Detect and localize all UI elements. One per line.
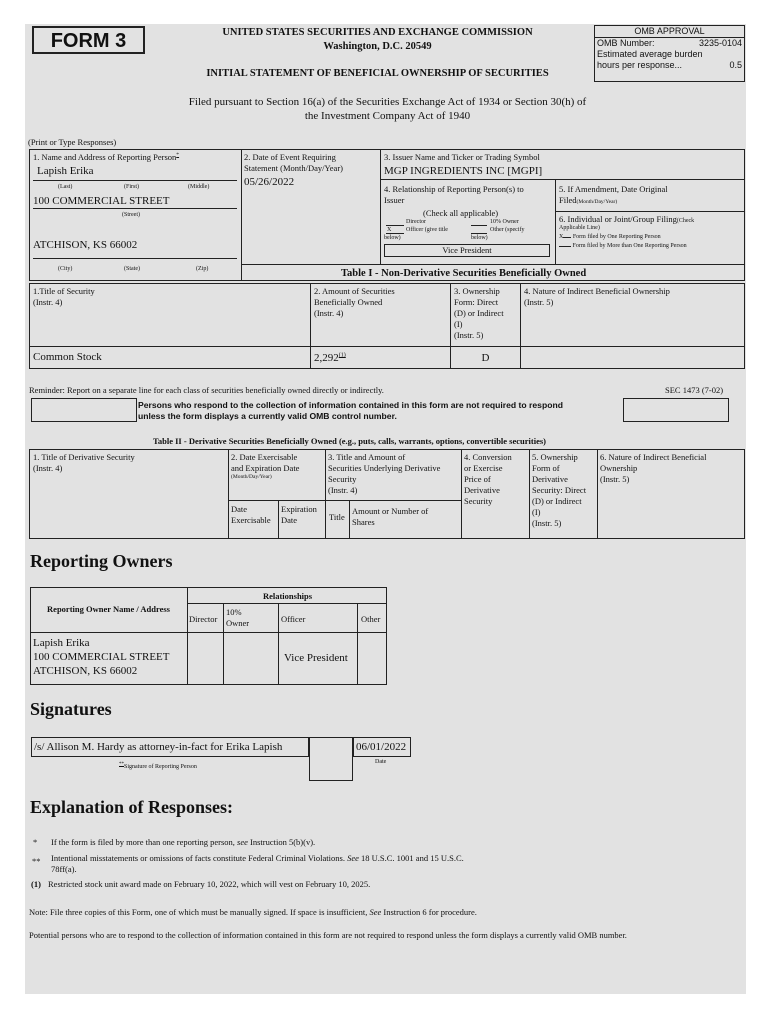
table2-h4-line-4: Derivative [464,485,500,495]
table2-de-line-1: Date [231,504,248,514]
table2-header-underlying [328,452,440,496]
explanation-item-1-text: If the form is filed by more than one reporting person, [51,837,238,847]
explanation-item-2-italic: See [347,853,359,863]
table2-h5-line-7: (Instr. 5) [532,518,562,528]
owner-name: Lapish Erika [33,637,90,649]
explanation-item-1 [51,837,315,848]
table1-h3-line-5: (Instr. 5) [454,330,484,340]
ten-pct-header-line-2: Owner [226,618,250,628]
zip-label: (Zip) [196,266,209,272]
omb-number-value: 3235-0104 [698,38,742,48]
relationships-header: Relationships [262,591,313,601]
amendment-filed: Filed [559,195,577,205]
owner-street: 100 COMMERCIAL STREET [33,651,170,663]
reporting-person-label-text: 1. Name and Address of Reporting Person [33,152,177,162]
form-title: INITIAL STATEMENT OF BENEFICIAL OWNERSHIP OF SECURITIES [206,68,549,79]
officer-mark[interactable]: X [387,227,392,233]
reporting-person-name: Lapish Erika [37,165,94,177]
filing-option-two-label: Form filed by More than One Reporting Person [572,243,687,249]
owner-city: ATCHISON, KS 66002 [33,665,138,677]
filed-pursuant-line-2: the Investment Company Act of 1940 [304,110,471,122]
omb-notice-right-box [623,398,729,422]
table2-title: Table II - Derivative Securities Beneficially Owned (e.g., puts, calls, warrants, options, convertible securities) [153,436,547,446]
signature-date-gap [309,737,353,781]
owner-officer-title: Vice President [284,652,348,664]
explanation-heading: Explanation of Responses: [30,797,234,817]
table2-underlying-amount [352,506,428,528]
table1-h4-line-2: (Instr. 5) [524,297,554,307]
amendment-label-2 [559,195,617,206]
omb-hours-label: hours per response... [597,60,683,70]
amendment-label-1: 5. If Amendment, Date Original [559,184,668,194]
table2-expiration-date [281,504,317,526]
omb-hours-value: 0.5 [729,60,742,70]
filing-option-one[interactable] [559,234,661,242]
director-header: Director [189,614,218,624]
table1-row-footnote: (1) [338,352,346,359]
last-label: (Last) [58,184,73,190]
signature-value: /s/ Allison M. Hardy as attorney-in-fact for Erika Lapish [34,741,283,753]
agency-location: Washington, D.C. 20549 [323,41,432,52]
table1-row-form: D [481,352,490,364]
filing-type-label-text: 6. Individual or Joint/Group Filing [559,214,677,224]
other-option: Other (specify [490,227,525,233]
table1-h3-line-4: (I) [454,319,463,329]
event-date-label-1: 2. Date of Event Requiring [244,152,336,162]
table1-h2-line-2: Beneficially Owned [314,297,383,307]
explanation-item-1-text2: Instruction 5(b)(v). [247,837,316,847]
reporting-person-label-mark: * [176,152,180,159]
table2-header-conversion [464,452,512,507]
omb-notice [138,400,563,422]
filed-pursuant-line-1: Filed pursuant to Section 16(a) of the Securities Exchange Act of 1934 or Section 30(h) of [188,96,587,108]
filing-option-two[interactable] [559,243,687,251]
table1-h3-line-1: 3. Ownership [454,286,500,296]
explanation-item-1-mark: * [33,837,38,847]
print-or-type-note: (Print or Type Responses) [28,137,117,147]
table1-h2-line-1: 2. Amount of Securities [314,286,395,296]
signature-label [119,761,197,772]
state-label: (State) [124,266,140,272]
table2-h2-line-1: 2. Date Exercisable [231,452,298,462]
other-header: Other [361,614,381,624]
table2-underlying-title: Title [329,512,345,522]
form-label: FORM 3 [32,26,145,54]
owner-address [33,636,170,678]
table2-amt-line-1: Amount or Number of [352,506,429,516]
table2-h5-line-3: Derivative [532,474,568,484]
table1-h2-line-3: (Instr. 4) [314,308,344,318]
reminder-text: Reminder: Report on a separate line for each class of securities beneficially owned directly or indirectly. [29,385,384,395]
table2-h6-line-1: 6. Nature of Indirect Beneficial [600,452,707,462]
amendment-date-format: (Month/Day/Year) [576,199,618,205]
table2-de-line-2: Exercisable [231,515,271,525]
explanation-item-2-text: Intentional misstatements or omissions of facts constitute Federal Criminal Violations. [51,853,348,863]
officer-option: Officer (give title [406,227,448,233]
table2-h2-date-format: (Month/Day/Year) [231,474,272,480]
table2-h5-line-5: (D) or Indirect [532,496,582,506]
reporting-owners-heading: Reporting Owners [30,551,173,571]
officer-header: Officer [281,614,306,624]
signature-label-text: Signature of Reporting Person [124,764,197,770]
issuer-value: MGP INGREDIENTS INC [MGPI] [384,165,543,177]
other-below: below) [471,235,488,241]
ten-pct-header [226,607,249,629]
table2-h5-line-2: Form of [532,463,560,473]
director-option: Director [406,219,426,225]
filing-type-label-2: Applicable Line) [559,225,600,231]
relationship-label-2: Issuer [384,195,405,205]
check-all-applicable: (Check all applicable) [423,208,499,218]
table2-ed-line-1: Expiration [281,504,317,514]
street-label: (Street) [122,212,140,218]
issuer-label: 3. Issuer Name and Ticker or Trading Symbol [384,152,540,162]
table2-date-exercisable [231,504,271,526]
owner-name-header: Reporting Owner Name / Address [47,604,170,614]
reporting-person-city: ATCHISON, KS 66002 [33,239,138,251]
omb-notice-left-box [31,398,137,422]
note-text-italic: See [369,907,382,917]
omb-title: OMB APPROVAL [595,26,744,38]
reporting-person-label [33,152,179,163]
table1-header-amount [314,286,395,319]
omb-notice-line-1: Persons who respond to the collection of information contained in this form are not required to respond [138,400,563,410]
ten-pct-header-line-1: 10% [226,607,242,617]
table1-header-nature [524,286,670,308]
reporting-person-street: 100 COMMERCIAL STREET [33,195,170,207]
form-page [25,24,746,994]
table2-h4-line-5: Security [464,496,493,506]
table1-header-title [33,286,95,308]
table2-h5-line-1: 5. Ownership [532,452,578,462]
table2-header-ownership [532,452,586,529]
explanation-item-3-text: Restricted stock unit award made on February 10, 2022, which will vest on February 10, 2025. [48,879,371,889]
table2-ed-line-2: Date [281,515,298,525]
filing-type-check: (Check [676,218,695,224]
table1-row-amount [314,351,346,365]
note-text [29,907,477,918]
sec-code: SEC 1473 (7-02) [665,385,724,395]
potential-persons-text: Potential persons who are to respond to the collection of information contained in this form are not required to respond unless the form displays a currently valid OMB number. [29,930,627,940]
omb-number-label: OMB Number: [597,38,655,48]
note-text-b: Instruction 6 for procedure. [381,907,477,917]
table2-h3-line-1: 3. Title and Amount of [328,452,406,462]
table2-h3-line-3: Security [328,474,357,484]
table1-h3-line-3: (D) or Indirect [454,308,504,318]
table2-h6-line-2: Ownership [600,463,638,473]
table1-row-title: Common Stock [33,351,102,363]
middle-label: (Middle) [188,184,210,190]
explanation-item-3-mark: (1) [31,879,41,889]
table1-title: Table I - Non-Derivative Securities Beneficially Owned [341,268,587,279]
officer-title-box: Vice President [384,244,550,257]
explanation-item-2 [51,853,464,875]
filing-option-one-mark: X [559,234,564,240]
table2-h3-line-4: (Instr. 4) [328,485,358,495]
table1-row-amount-value: 2,292 [314,352,339,364]
explanation-item-2-text2: 18 U.S.C. 1001 and 15 U.S.C. [358,853,464,863]
table2-header-title [33,452,135,474]
table2-h4-line-1: 4. Conversion [464,452,512,462]
first-label: (First) [124,184,139,190]
omb-burden-label: Estimated average burden [597,49,703,59]
signature-label-mark: ** [119,762,124,767]
table2-h1-line-2: (Instr. 4) [33,463,63,473]
filing-option-one-label: Form filed by One Reporting Person [572,234,661,240]
table2-h2-line-2: and Expiration Date [231,463,300,473]
explanation-item-2-mark: ** [32,856,41,866]
table2-h4-line-3: Price of [464,474,491,484]
table2-h5-line-4: Security: Direct [532,485,587,495]
table1-h1-line-2: (Instr. 4) [33,297,63,307]
date-label: Date [375,759,387,765]
table2-h3-line-2: Securities Underlying Derivative [328,463,441,473]
table1-h4-line-1: 4. Nature of Indirect Beneficial Ownership [524,286,670,296]
omb-notice-line-2: unless the form displays a currently valid OMB control number. [138,411,397,421]
agency-name: UNITED STATES SECURITIES AND EXCHANGE COMMISSION [222,27,533,38]
omb-approval-box [594,25,745,82]
table2-h4-line-2: or Exercise [464,463,503,473]
explanation-item-1-italic: see [237,837,248,847]
table1-h3-line-2: Form: Direct [454,297,499,307]
table1-header-ownership [454,286,504,341]
table2-header-nature [600,452,706,485]
relationship-label-1: 4. Relationship of Reporting Person(s) to [384,184,524,194]
ten-pct-owner-option: 10% Owner [490,219,519,225]
event-date-value: 05/26/2022 [244,176,295,188]
note-text-a: Note: File three copies of this Form, one of which must be manually signed. If space is insufficient, [29,907,370,917]
signature-date: 06/01/2022 [356,741,407,753]
table1-h1-line-1: 1.Title of Security [33,286,95,296]
filing-type-label [559,214,694,226]
table2-h6-line-3: (Instr. 5) [600,474,630,484]
table2-h5-line-6: (I) [532,507,541,517]
table2-h1-line-1: 1. Title of Derivative Security [33,452,135,462]
signatures-heading: Signatures [30,699,112,719]
officer-below: below) [384,235,401,241]
event-date-label-2: Statement (Month/Day/Year) [244,163,343,173]
table2-header-dates [231,452,299,481]
table2-amt-line-2: Shares [352,517,375,527]
city-label: (City) [58,266,73,272]
explanation-item-2-text3: 78ff(a). [51,864,77,874]
